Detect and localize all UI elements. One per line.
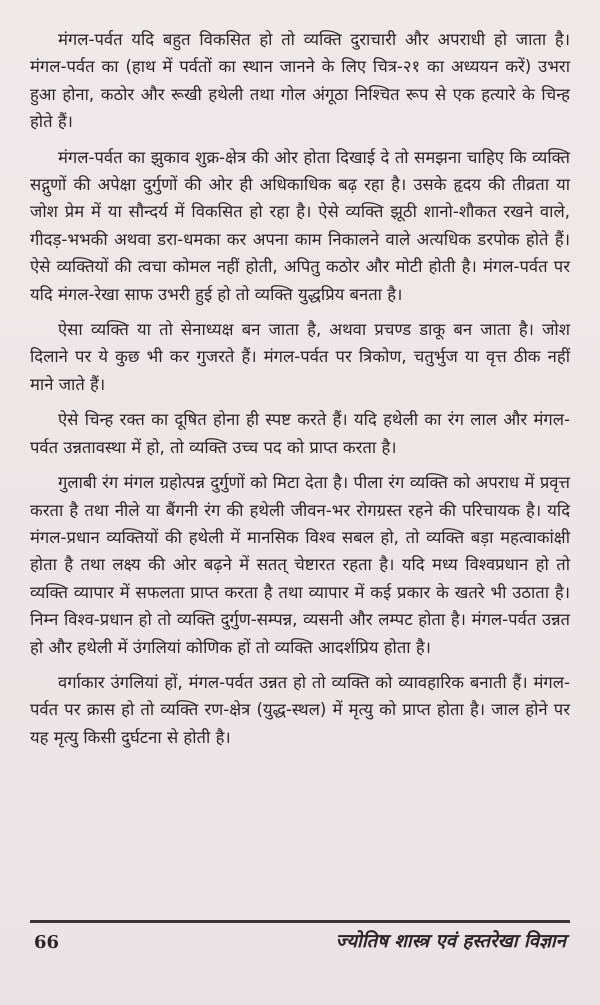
body-text <box>30 26 570 751</box>
paragraph-5: गुलाबी रंग मंगल ग्रहोत्पन्न दुर्गुणों को मिटा देता है। पीला रंग व्यक्ति को अपराध में प्रवृत्त करता है तथा नीले या बैंगनी रंग की हथेली जीवन-भर रोगग्रस्त रहने की परिचायक है। यदि मंगल-प्रधान व्यक्तियों की हथेली में मानसिक विश्व सबल हो, तो व्यक्ति बड़ा महत्वाकांक्षी होता है तथा लक्ष्य की ओर बढ़ने में सतत् चेष्टारत रहता है। यदि मध्य विश्वप्रधान हो तो व्यक्ति व्यापार में सफलता प्राप्त करता है तथा व्यापार में कई प्रकार के खतरे भी उठाता है। निम्न विश्व-प्रधान हो तो व्यक्ति दुर्गुण-सम्पन्न, व्यसनी और लम्पट होता है। मंगल-पर्वत उन्नत हो और हथेली में उंगलियां कोणिक हों तो व्यक्ति आदर्शप्रिय होता है। <box>30 473 570 657</box>
paragraph-1: मंगल-पर्वत यदि बहुत विकसित हो तो व्यक्ति दुराचारी और अपराधी हो जाता है। मंगल-पर्वत का (हाथ में पर्वतों का स्थान जानने के लिए चित्र-२१ का अध्ययन करें) उभरा हुआ होना, कठोर और रूखी हथेली तथा गोल अंगूठा निश्चित रूप से एक हत्यारे के चिन्ह होते हैं। <box>30 30 570 132</box>
paragraph-2: मंगल-पर्वत का झुकाव शुक्र-क्षेत्र की ओर होता दिखाई दे तो समझना चाहिए कि व्यक्ति सद्गुणों की अपेक्षा दुर्गुणों की ओर ही अधिकाधिक बढ़ रहा है। उसके हृदय की तीव्रता या जोश प्रेम में या सौन्दर्य में विकसित हो रहा है। ऐसे व्यक्ति झूठी शानो-शौकत रखने वाले, गीदड़-भभकी अथवा डरा-धमका कर अपना काम निकालने वाले अत्यधिक डरपोक होते हैं। ऐसे व्यक्तियों की त्वचा कोमल नहीं होती, अपितु कठोर और मोटी होती है। मंगल-पर्वत पर यदि मंगल-रेखा साफ उभरी हुई हो तो व्यक्ति युद्धप्रिय बनता है। <box>30 147 570 304</box>
page-number: 66 <box>34 932 60 953</box>
footer-divider <box>30 920 570 923</box>
running-title: ज्योतिष शास्त्र एवं हस्तरेखा विज्ञान <box>335 931 566 952</box>
paragraph-3: ऐसा व्यक्ति या तो सेनाध्यक्ष बन जाता है, अथवा प्रचण्ड डाकू बन जाता है। जोश दिलाने पर ये कुछ भी कर गुजरते हैं। मंगल-पर्वत पर त्रिकोण, चतुर्भुज या वृत्त ठीक नहीं माने जाते हैं। <box>30 320 570 394</box>
paragraph-4: ऐसे चिन्ह रक्त का दूषित होना ही स्पष्ट करते हैं। यदि हथेली का रंग लाल और मंगल-पर्वत उन्नतावस्था में हो, तो व्यक्ति उच्च पद को प्राप्त करता है। <box>30 410 570 457</box>
paragraph-6: वर्गाकार उंगलियां हों, मंगल-पर्वत उन्नत हो तो व्यक्ति को व्यावहारिक बनाती हैं। मंगल-पर्वत पर क्रास हो तो व्यक्ति रण-क्षेत्र (युद्ध-स्थल) में मृत्यु को प्राप्त होता है। जाल होने पर यह मृत्यु किसी दुर्घटना से होती है। <box>30 672 570 747</box>
